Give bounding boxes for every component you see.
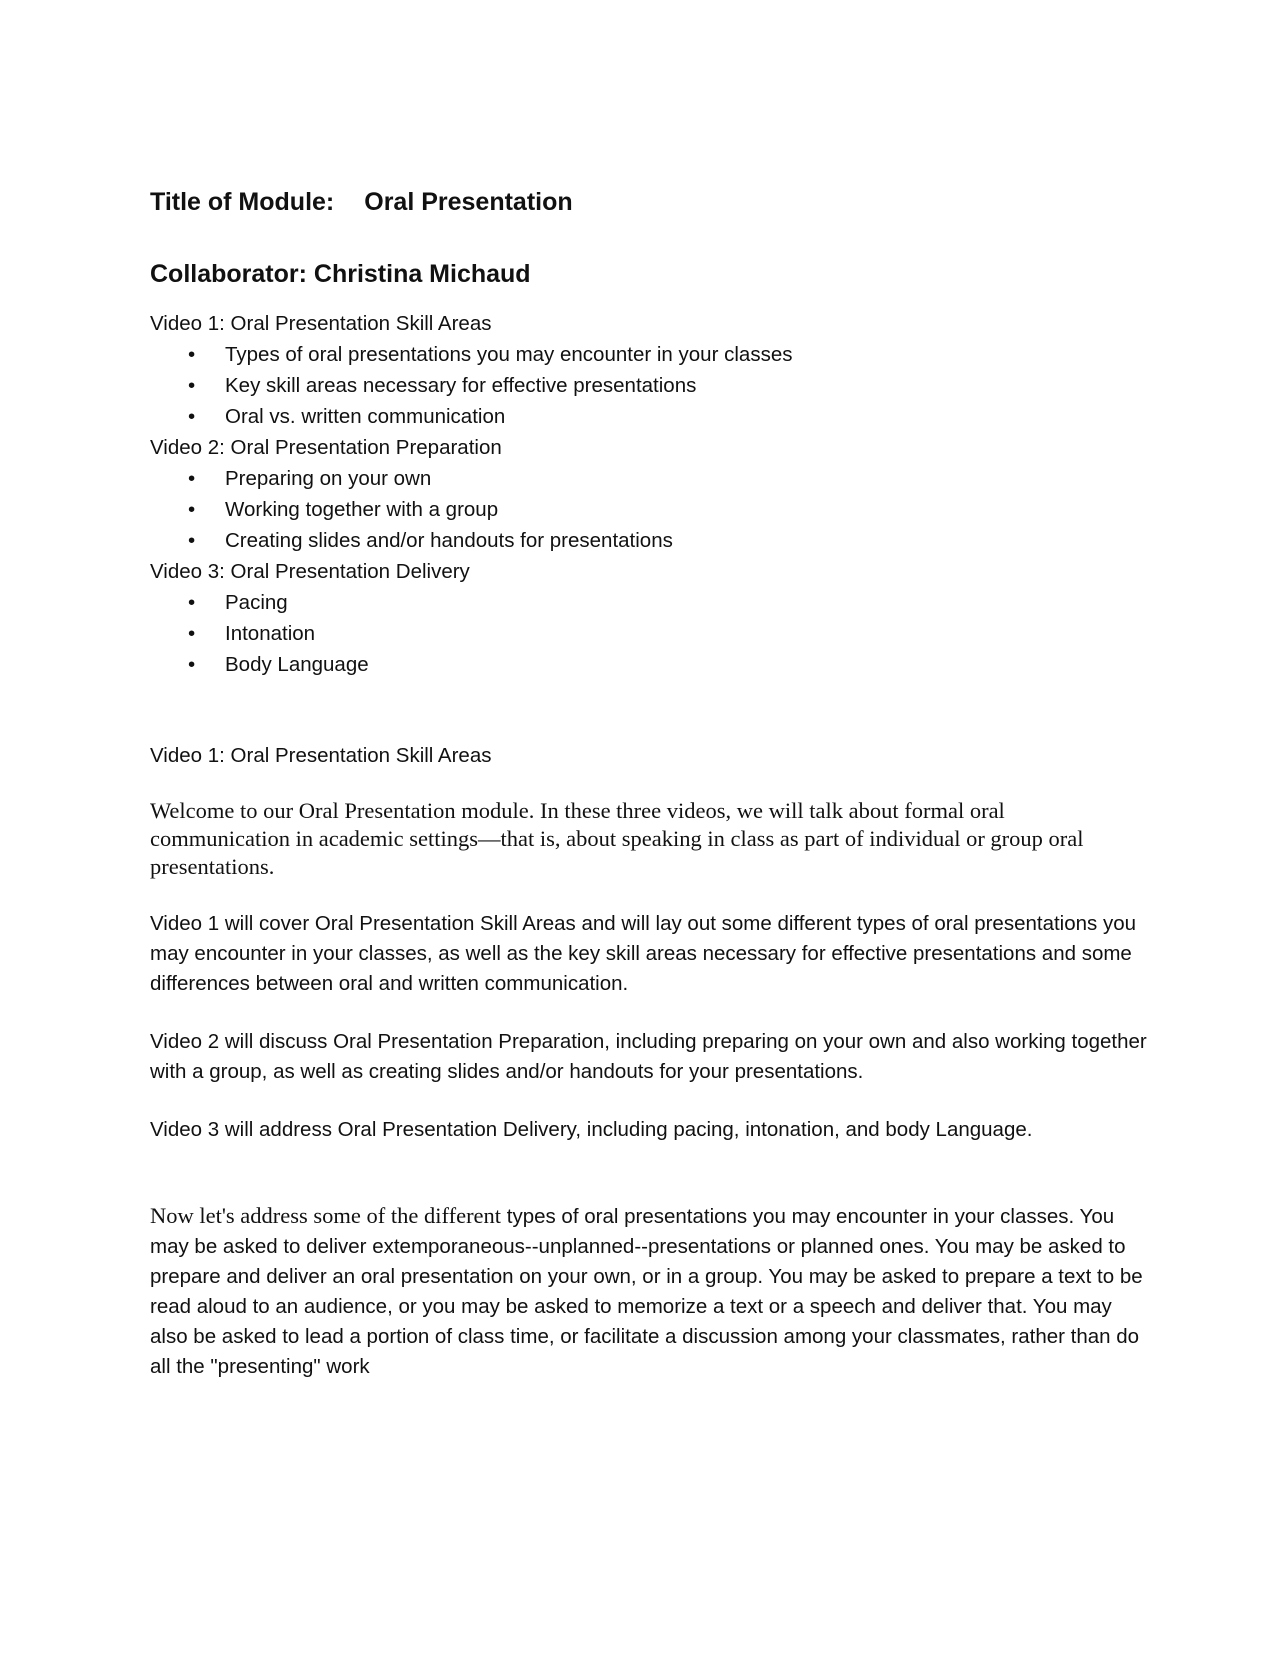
outline-video-3-list	[150, 587, 1150, 680]
outline-video-3-title: Video 3: Oral Presentation Delivery	[150, 560, 470, 583]
video-outline	[150, 308, 1150, 680]
module-title	[150, 186, 1150, 218]
list-item: • Preparing on your own	[150, 463, 1150, 494]
list-item: • Key skill areas necessary for effective presentations	[150, 370, 1150, 401]
video-3-summary: Video 3 will address Oral Presentation Delivery, including pacing, intonation, and body Language.	[150, 1118, 1033, 1141]
list-item: • Pacing	[150, 587, 1150, 618]
presentation-types-body: types of oral presentations you may encounter in your classes. You may be asked to deliver extemporaneous--unplanned--presentations or planned ones. You may be asked to prepare and deliver an oral presentation on your own, or in a group. You may be asked to prepare a text to be read aloud to an audience, or you may be asked to memorize a text or a speech and deliver that. You may also be asked to lead a portion of class time, or facilitate a discussion among your classmates, rather than do all the "presenting" work	[150, 1205, 1143, 1378]
video-2-summary: Video 2 will discuss Oral Presentation Preparation, including preparing on your own and also working together with a group, as well as creating slides and/or handouts for your presentations.	[150, 1030, 1147, 1083]
welcome-paragraph: Welcome to our Oral Presentation module. In these three videos, we will talk about formal oral communication in academic settings—that is, about speaking in class as part of individual or group oral presentations.	[150, 798, 1084, 879]
list-item: • Body Language	[150, 649, 1150, 680]
list-item: • Intonation	[150, 618, 1150, 649]
outline-video-2-title: Video 2: Oral Presentation Preparation	[150, 436, 502, 459]
outline-video-2-list	[150, 463, 1150, 556]
document-page	[150, 186, 1150, 1382]
presentation-types-paragraph	[150, 1201, 1150, 1382]
collaborator: Collaborator: Christina Michaud	[150, 260, 531, 288]
video-1-summary: Video 1 will cover Oral Presentation Skill Areas and will lay out some different types of oral presentations you may encounter in your classes, as well as the key skill areas necessary for effective presentations and some differences between oral and written communication.	[150, 912, 1137, 995]
section-heading: Video 1: Oral Presentation Skill Areas	[150, 744, 492, 767]
outline-video-1-list	[150, 339, 1150, 432]
list-item: • Types of oral presentations you may encounter in your classes	[150, 339, 1150, 370]
outline-video-1-title: Video 1: Oral Presentation Skill Areas	[150, 312, 492, 335]
presentation-types-intro: Now let's address some of the different	[150, 1203, 502, 1228]
module-name: Oral Presentation	[364, 188, 573, 216]
module-label: Title of Module:	[150, 188, 335, 216]
list-item: • Oral vs. written communication	[150, 401, 1150, 432]
list-item: • Working together with a group	[150, 494, 1150, 525]
list-item: • Creating slides and/or handouts for presentations	[150, 525, 1150, 556]
